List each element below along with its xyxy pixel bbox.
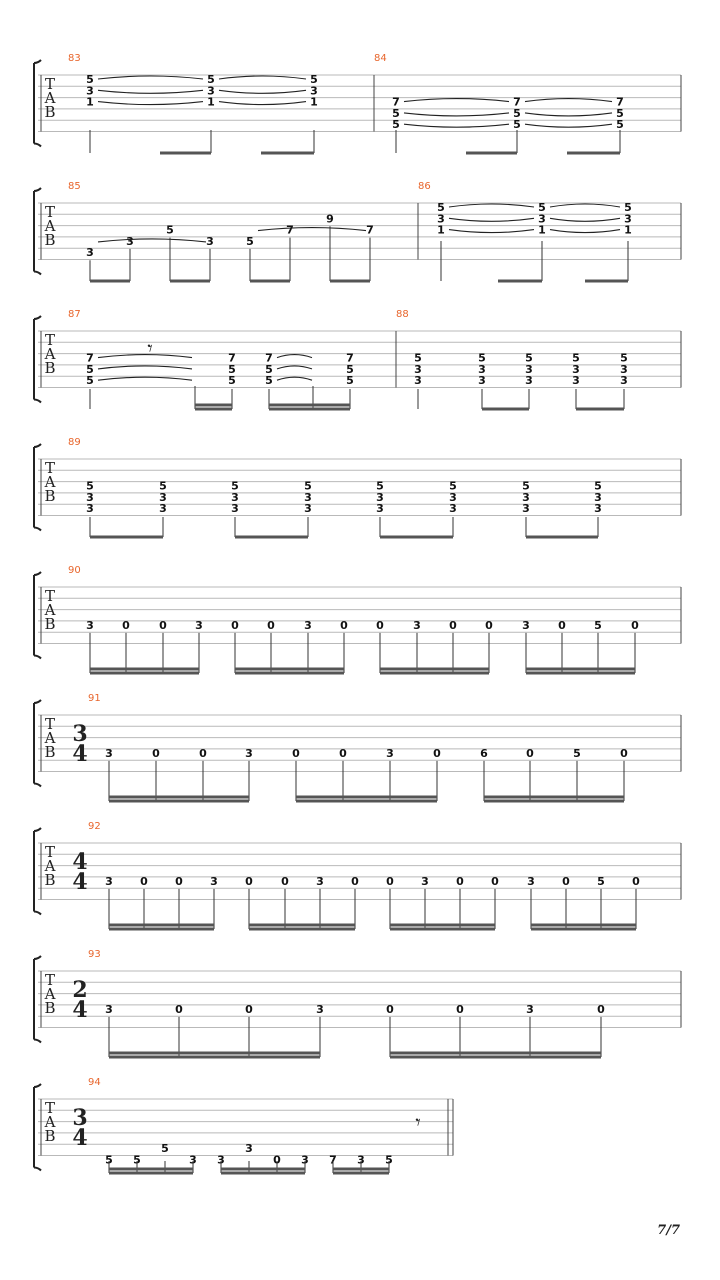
tab-letter-t: T <box>44 331 56 349</box>
tab-letter-a: A <box>44 729 56 747</box>
fret-number: 0 <box>485 618 493 632</box>
fret-number: 3 <box>310 84 318 98</box>
fret-number: 5 <box>385 1153 393 1167</box>
fret-number: 5 <box>228 374 236 388</box>
fret-number: 0 <box>386 1002 394 1016</box>
fret-number: 3 <box>245 746 253 760</box>
fret-number: 5 <box>616 106 624 120</box>
fret-number: 5 <box>624 201 632 214</box>
fret-number: 5 <box>449 479 457 493</box>
fret-number: 5 <box>159 479 167 493</box>
fret-number: 0 <box>597 1002 605 1016</box>
fret-number: 0 <box>449 618 457 632</box>
tie-arc <box>98 355 192 358</box>
fret-number: 0 <box>245 1002 253 1016</box>
tab-letter-b: B <box>44 359 56 377</box>
fret-number: 5 <box>166 223 174 237</box>
fret-number: 5 <box>86 73 94 86</box>
fret-number: 0 <box>386 874 394 888</box>
fret-number: 5 <box>572 351 580 365</box>
fret-number: 0 <box>351 874 359 888</box>
fret-number: 5 <box>522 479 530 493</box>
fret-number: 3 <box>195 618 203 632</box>
fret-number: 3 <box>189 1153 197 1167</box>
time-signature-top: 3 <box>72 1105 88 1131</box>
fret-number: 7 <box>392 95 400 109</box>
fret-number: 5 <box>513 118 521 132</box>
fret-number: 1 <box>310 95 318 109</box>
tie-arc <box>404 99 509 102</box>
fret-number: 0 <box>562 874 570 888</box>
tab-letter-b: B <box>44 871 56 889</box>
tab-letter-a: A <box>44 857 56 875</box>
fret-number: 3 <box>572 374 580 388</box>
fret-number: 5 <box>573 746 581 760</box>
fret-number: 3 <box>159 502 167 516</box>
tab-letter-t: T <box>44 75 56 93</box>
fret-number: 3 <box>210 874 218 888</box>
tab-letter-b: B <box>44 615 56 633</box>
fret-number: 5 <box>304 479 312 493</box>
fret-number: 7 <box>346 351 354 365</box>
fret-number: 0 <box>175 1002 183 1016</box>
fret-number: 1 <box>624 223 632 237</box>
fret-number: 5 <box>133 1153 141 1167</box>
fret-number: 7 <box>265 351 273 365</box>
fret-number: 0 <box>245 874 253 888</box>
fret-number: 0 <box>631 618 639 632</box>
tie-arc <box>98 90 203 93</box>
fret-number: 5 <box>228 362 236 376</box>
fret-number: 3 <box>86 502 94 516</box>
fret-number: 3 <box>478 374 486 388</box>
time-signature-bottom: 4 <box>72 741 88 767</box>
tie-arc <box>449 230 534 233</box>
fret-number: 3 <box>86 618 94 632</box>
tab-letter-t: T <box>44 203 56 221</box>
fret-number: 5 <box>265 374 273 388</box>
tie-arc <box>525 113 612 116</box>
fret-number: 0 <box>620 746 628 760</box>
tie-arc <box>550 230 620 233</box>
fret-number: 5 <box>620 351 628 365</box>
tab-letter-t: T <box>44 587 56 605</box>
fret-number: 3 <box>159 490 167 504</box>
tab-letter-t: T <box>44 1099 56 1117</box>
system-3-bracket <box>34 316 41 403</box>
fret-number: 0 <box>558 618 566 632</box>
tie-arc <box>449 218 534 221</box>
tab-letter-b: B <box>44 999 56 1017</box>
measure-number: 87 <box>68 309 81 320</box>
fret-number: 0 <box>140 874 148 888</box>
system-9-bracket <box>34 1084 41 1171</box>
tie-arc <box>404 124 509 127</box>
fret-number: 5 <box>392 106 400 120</box>
tie-arc <box>449 204 534 207</box>
tab-letter-b: B <box>44 103 56 121</box>
fret-number: 0 <box>292 746 300 760</box>
tie-arc <box>98 366 192 369</box>
fret-number: 0 <box>175 874 183 888</box>
measure-number: 84 <box>374 53 387 64</box>
fret-number: 0 <box>231 618 239 632</box>
tie-arc <box>219 90 306 93</box>
fret-number: 3 <box>357 1153 365 1167</box>
tie-arc <box>98 239 206 242</box>
fret-number: 3 <box>414 374 422 388</box>
fret-number: 3 <box>525 362 533 376</box>
fret-number: 0 <box>152 746 160 760</box>
fret-number: 3 <box>217 1153 225 1167</box>
fret-number: 3 <box>449 490 457 504</box>
tab-letter-a: A <box>44 345 56 363</box>
fret-number: 0 <box>159 618 167 632</box>
fret-number: 5 <box>161 1142 169 1156</box>
fret-number: 3 <box>231 490 239 504</box>
fret-number: 5 <box>246 234 254 248</box>
fret-number: 3 <box>525 374 533 388</box>
fret-number: 3 <box>304 618 312 632</box>
fret-number: 5 <box>616 118 624 132</box>
fret-number: 7 <box>616 95 624 109</box>
fret-number: 5 <box>376 479 384 493</box>
fret-number: 5 <box>437 201 445 214</box>
fret-number: 5 <box>478 351 486 365</box>
tab-letter-a: A <box>44 601 56 619</box>
tie-arc <box>277 366 312 369</box>
system-6-bracket <box>34 700 41 787</box>
tab-letter-a: A <box>44 89 56 107</box>
tie-arc <box>550 218 620 221</box>
tie-arc <box>525 99 612 102</box>
fret-number: 9 <box>326 212 334 226</box>
page-number: 7/7 <box>657 1223 680 1238</box>
fret-number: 6 <box>480 746 488 760</box>
fret-number: 0 <box>456 1002 464 1016</box>
fret-number: 3 <box>594 502 602 516</box>
fret-number: 3 <box>620 362 628 376</box>
fret-number: 3 <box>526 1002 534 1016</box>
fret-number: 7 <box>513 95 521 109</box>
system-8-bracket <box>34 956 41 1043</box>
fret-number: 5 <box>265 362 273 376</box>
fret-number: 5 <box>594 618 602 632</box>
fret-number: 7 <box>286 223 294 237</box>
fret-number: 3 <box>376 502 384 516</box>
fret-number: 3 <box>86 84 94 98</box>
tie-arc <box>98 102 203 105</box>
measure-number: 94 <box>88 1077 101 1088</box>
tab-letter-a: A <box>44 217 56 235</box>
fret-number: 3 <box>527 874 535 888</box>
tab-letter-b: B <box>44 487 56 505</box>
measure-number: 83 <box>68 53 81 64</box>
fret-number: 3 <box>478 362 486 376</box>
fret-number: 5 <box>392 118 400 132</box>
tab-letter-a: A <box>44 473 56 491</box>
time-signature-top: 3 <box>72 721 88 747</box>
fret-number: 0 <box>526 746 534 760</box>
fret-number: 3 <box>522 490 530 504</box>
fret-number: 3 <box>414 362 422 376</box>
fret-number: 5 <box>594 479 602 493</box>
fret-number: 3 <box>126 234 134 248</box>
fret-number: 3 <box>301 1153 309 1167</box>
fret-number: 0 <box>273 1153 281 1167</box>
fret-number: 3 <box>572 362 580 376</box>
fret-number: 3 <box>105 746 113 760</box>
measure-number: 92 <box>88 821 101 832</box>
fret-number: 0 <box>433 746 441 760</box>
fret-number: 3 <box>624 212 632 226</box>
fret-number: 7 <box>86 351 94 365</box>
fret-number: 0 <box>199 746 207 760</box>
time-signature-top: 2 <box>72 977 88 1003</box>
fret-number: 0 <box>456 874 464 888</box>
fret-number: 5 <box>346 374 354 388</box>
fret-number: 3 <box>620 374 628 388</box>
fret-number: 3 <box>304 502 312 516</box>
tie-arc <box>258 228 366 231</box>
fret-number: 1 <box>86 95 94 109</box>
fret-number: 0 <box>491 874 499 888</box>
fret-number: 7 <box>366 223 374 237</box>
fret-number: 0 <box>376 618 384 632</box>
tie-arc <box>404 113 509 116</box>
measure-number: 93 <box>88 949 101 960</box>
fret-number: 3 <box>86 490 94 504</box>
eighth-rest: 𝄾 <box>415 1110 421 1134</box>
fret-number: 3 <box>594 490 602 504</box>
tie-arc <box>219 76 306 79</box>
fret-number: 1 <box>207 95 215 109</box>
fret-number: 5 <box>414 351 422 365</box>
fret-number: 5 <box>105 1153 113 1167</box>
fret-number: 0 <box>267 618 275 632</box>
fret-number: 5 <box>231 479 239 493</box>
measure-number: 88 <box>396 309 409 320</box>
fret-number: 5 <box>310 73 318 86</box>
system-1-bracket <box>34 60 41 147</box>
eighth-rest: 𝄾 <box>147 336 153 360</box>
time-signature-bottom: 4 <box>72 1125 88 1151</box>
fret-number: 3 <box>437 212 445 226</box>
fret-number: 5 <box>207 73 215 86</box>
fret-number: 3 <box>206 234 214 248</box>
fret-number: 3 <box>105 1002 113 1016</box>
tie-arc <box>219 102 306 105</box>
fret-number: 3 <box>522 502 530 516</box>
fret-number: 5 <box>597 874 605 888</box>
fret-number: 7 <box>228 351 236 365</box>
tie-arc <box>550 204 620 207</box>
fret-number: 3 <box>386 746 394 760</box>
system-7-bracket <box>34 828 41 915</box>
fret-number: 3 <box>316 874 324 888</box>
fret-number: 3 <box>538 212 546 226</box>
tie-arc <box>98 377 192 380</box>
system-5-bracket <box>34 572 41 659</box>
fret-number: 3 <box>449 502 457 516</box>
tab-letter-b: B <box>44 743 56 761</box>
time-signature-top: 4 <box>72 849 88 875</box>
fret-number: 1 <box>538 223 546 237</box>
fret-number: 5 <box>538 201 546 214</box>
fret-number: 3 <box>316 1002 324 1016</box>
tab-letter-t: T <box>44 715 56 733</box>
system-4-bracket <box>34 444 41 531</box>
fret-number: 3 <box>413 618 421 632</box>
fret-number: 0 <box>632 874 640 888</box>
fret-number: 5 <box>86 362 94 376</box>
fret-number: 3 <box>522 618 530 632</box>
measure-number: 91 <box>88 693 101 704</box>
tab-letter-a: A <box>44 1113 56 1131</box>
tab-letter-a: A <box>44 985 56 1003</box>
tie-arc <box>277 377 312 380</box>
time-signature-bottom: 4 <box>72 997 88 1023</box>
measure-number: 90 <box>68 565 81 576</box>
fret-number: 5 <box>525 351 533 365</box>
fret-number: 0 <box>340 618 348 632</box>
tab-letter-b: B <box>44 231 56 249</box>
tab-letter-t: T <box>44 843 56 861</box>
fret-number: 0 <box>281 874 289 888</box>
fret-number: 3 <box>86 246 94 260</box>
fret-number: 3 <box>245 1142 253 1156</box>
fret-number: 0 <box>122 618 130 632</box>
tab-letter-b: B <box>44 1127 56 1145</box>
tie-arc <box>277 355 312 358</box>
fret-number: 3 <box>376 490 384 504</box>
tab-letter-t: T <box>44 459 56 477</box>
fret-number: 5 <box>86 374 94 388</box>
measure-number: 89 <box>68 437 81 448</box>
fret-number: 1 <box>437 223 445 237</box>
fret-number: 3 <box>421 874 429 888</box>
fret-number: 5 <box>346 362 354 376</box>
fret-number: 5 <box>513 106 521 120</box>
tab-letter-t: T <box>44 971 56 989</box>
tie-arc <box>525 124 612 127</box>
measure-number: 86 <box>418 181 431 192</box>
fret-number: 3 <box>304 490 312 504</box>
fret-number: 5 <box>86 479 94 493</box>
tie-arc <box>98 76 203 79</box>
measure-number: 85 <box>68 181 81 192</box>
fret-number: 3 <box>105 874 113 888</box>
fret-number: 3 <box>231 502 239 516</box>
time-signature-bottom: 4 <box>72 869 88 895</box>
system-2-bracket <box>34 188 41 275</box>
fret-number: 3 <box>207 84 215 98</box>
fret-number: 0 <box>339 746 347 760</box>
fret-number: 7 <box>329 1153 337 1167</box>
